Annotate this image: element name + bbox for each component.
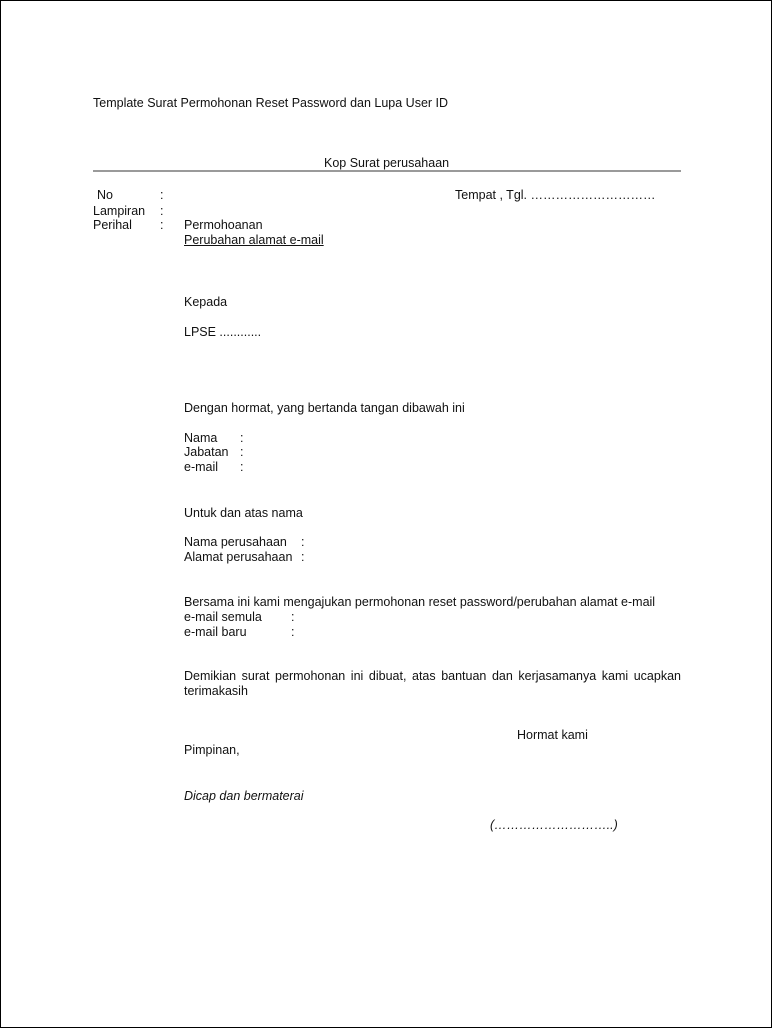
email-new-label: e-mail baru: [184, 625, 247, 639]
closing-paragraph: Demikian surat permohonan ini dibuat, atas bantuan dan kerjasamanya kami ucapkan terimakasih: [184, 669, 681, 698]
email-colon: :: [240, 460, 244, 474]
on-behalf-line: Untuk dan atas nama: [184, 506, 303, 520]
document-title: Template Surat Permohonan Reset Password dan Lupa User ID: [93, 96, 449, 110]
perihal-line2: Perubahan alamat e-mail: [184, 233, 324, 247]
email-new-colon: :: [291, 625, 295, 639]
stamp-note: Dicap dan bermaterai: [184, 789, 304, 803]
lpse-recipient: LPSE ............: [184, 325, 262, 339]
company-address-label: Alamat perusahaan: [184, 550, 293, 564]
nama-label: Nama: [184, 431, 218, 445]
company-address-colon: :: [301, 550, 305, 564]
opening-sentence: Dengan hormat, yang bertanda tangan dibawah ini: [184, 401, 465, 415]
email-old-colon: :: [291, 610, 295, 624]
lampiran-colon: :: [160, 204, 164, 218]
email-label: e-mail: [184, 460, 219, 474]
jabatan-colon: :: [240, 445, 244, 459]
email-old-label: e-mail semula: [184, 610, 262, 624]
company-name-label: Nama perusahaan: [184, 535, 287, 549]
signature-placeholder: (………………………..): [490, 818, 618, 832]
perihal-line1: Permohoanan: [184, 218, 263, 232]
jabatan-label: Jabatan: [184, 445, 229, 459]
request-sentence: Bersama ini kami mengajukan permohonan reset password/perubahan alamat e-mail: [184, 595, 656, 609]
regards-line: Hormat kami: [517, 728, 588, 742]
nama-colon: :: [240, 431, 244, 445]
kepada-label: Kepada: [184, 295, 228, 309]
perihal-colon: :: [160, 218, 164, 232]
no-colon: :: [160, 188, 164, 202]
company-name-colon: :: [301, 535, 305, 549]
letterhead-divider: [93, 170, 681, 172]
perihal-label: Perihal: [93, 218, 132, 232]
lampiran-label: Lampiran: [93, 204, 146, 218]
place-date: Tempat , Tgl. …………………………: [455, 188, 656, 202]
letterhead-label: Kop Surat perusahaan: [324, 156, 450, 170]
leader-line: Pimpinan,: [184, 743, 240, 757]
no-label: No: [97, 188, 113, 202]
